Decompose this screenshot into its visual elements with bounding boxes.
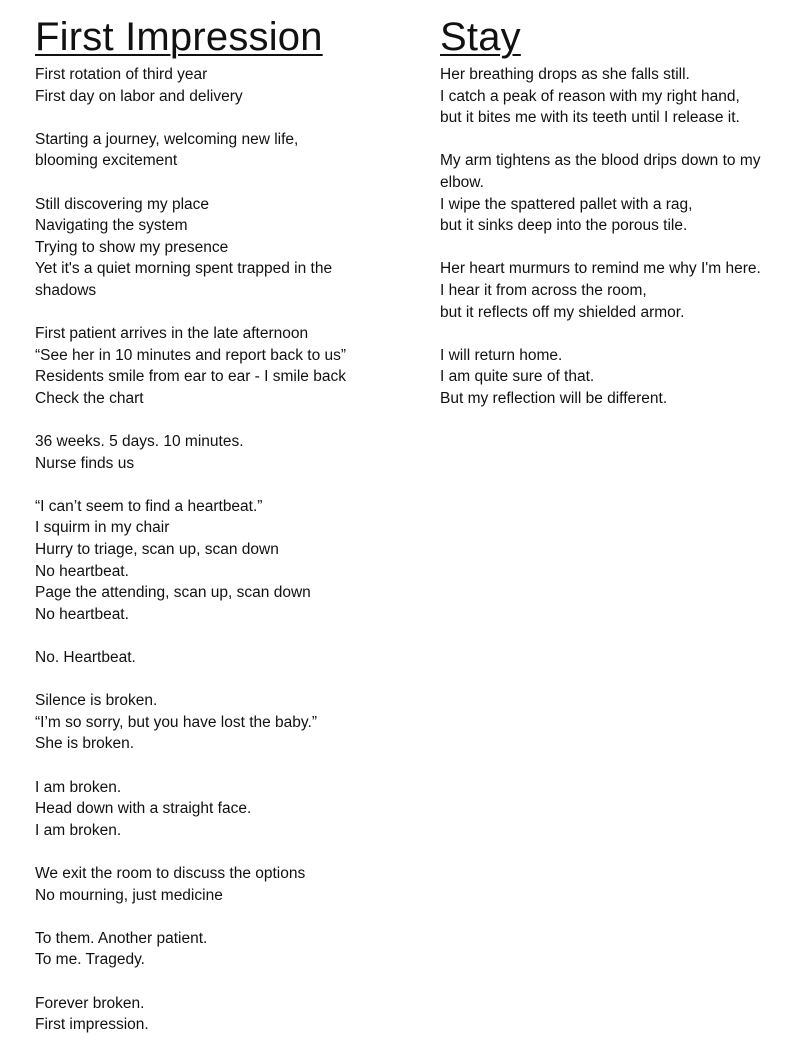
poem-line: To me. Tragedy. [35,951,145,969]
poem-line: No. Heartbeat. [35,649,136,667]
poem-body [440,64,800,410]
poem-line: I am quite sure of that. [440,368,595,386]
poem-line: Her breathing drops as she falls still. [440,66,690,83]
poem-line: Trying to show my presence [35,238,229,256]
poem-line: “I’m so sorry, but you have lost the baby.” [35,713,317,731]
poem-title: First Impression [35,15,323,59]
poem-line: Starting a journey, welcoming new life, [35,130,299,148]
poem-line: I will return home. [440,346,563,364]
poem-line: I am broken. [35,778,122,796]
stanza [35,496,415,626]
poem-line: No heartbeat. [35,562,129,580]
poem-line: I squirm in my chair [35,519,170,537]
stanza [440,345,800,410]
poem-line: But my reflection will be different. [440,389,668,407]
poem-line: Still discovering my place [35,195,210,213]
poem-line: She is broken. [35,735,135,753]
poem-line: I catch a peak of reason with my right hand, [440,87,740,105]
stanza [440,150,800,236]
poem-line: First rotation of third year [35,66,208,83]
poem-line: To them. Another patient. [35,929,208,947]
stanza [35,777,415,842]
poem-line: Hurry to triage, scan up, scan down [35,541,279,559]
poem-line: No mourning, just medicine [35,886,223,904]
stanza [35,431,415,474]
poem-line: No heartbeat. [35,605,129,623]
poem-line: Check the chart [35,389,144,407]
poem-line: Forever broken. [35,994,145,1012]
poem-line: blooming excitement [35,152,178,170]
stanza [35,690,415,755]
poem-first-impression [35,12,415,1057]
poem-line: Her heart murmurs to remind me why I'm here. [440,260,761,278]
poem-line: but it sinks deep into the porous tile. [440,217,688,235]
poem-line: I wipe the spattered pallet with a rag, [440,195,693,213]
stanza [35,129,415,172]
stanza [35,647,415,669]
stanza [35,323,415,409]
poem-line: First impression. [35,1016,149,1034]
stanza [35,863,415,906]
poem-line: My arm tightens as the blood drips down to my [440,152,761,170]
stanza [440,64,800,129]
poem-line: “See her in 10 minutes and report back to us” [35,346,347,364]
poem-stay [440,12,800,431]
poem-line: elbow. [440,173,484,191]
poem-line: shadows [35,281,97,299]
poem-line: Head down with a straight face. [35,800,252,818]
poem-line: Silence is broken. [35,692,158,710]
poem-line: but it bites me with its teeth until I release it. [440,109,740,127]
poem-line: I am broken. [35,821,122,839]
stanza [35,928,415,971]
poem-title: Stay [440,15,521,59]
poem-body [35,64,415,1036]
poem-line: Yet it's a quiet morning spent trapped in the [35,260,333,278]
poem-line: Page the attending, scan up, scan down [35,584,311,602]
poem-line: Residents smile from ear to ear - I smile back [35,368,346,386]
poem-line: First day on labor and delivery [35,87,243,105]
poem-line: but it reflects off my shielded armor. [440,303,685,321]
poem-line: 36 weeks. 5 days. 10 minutes. [35,433,244,451]
stanza [35,993,415,1036]
stanza [35,64,415,107]
poem-line: I hear it from across the room, [440,281,647,299]
poem-line: “I can’t seem to find a heartbeat.” [35,497,263,515]
stanza [440,258,800,323]
stanza [35,194,415,302]
poem-line: We exit the room to discuss the options [35,864,306,882]
poem-line: Navigating the system [35,217,188,235]
poem-line: Nurse finds us [35,454,135,472]
poem-line: First patient arrives in the late afternoon [35,325,309,343]
